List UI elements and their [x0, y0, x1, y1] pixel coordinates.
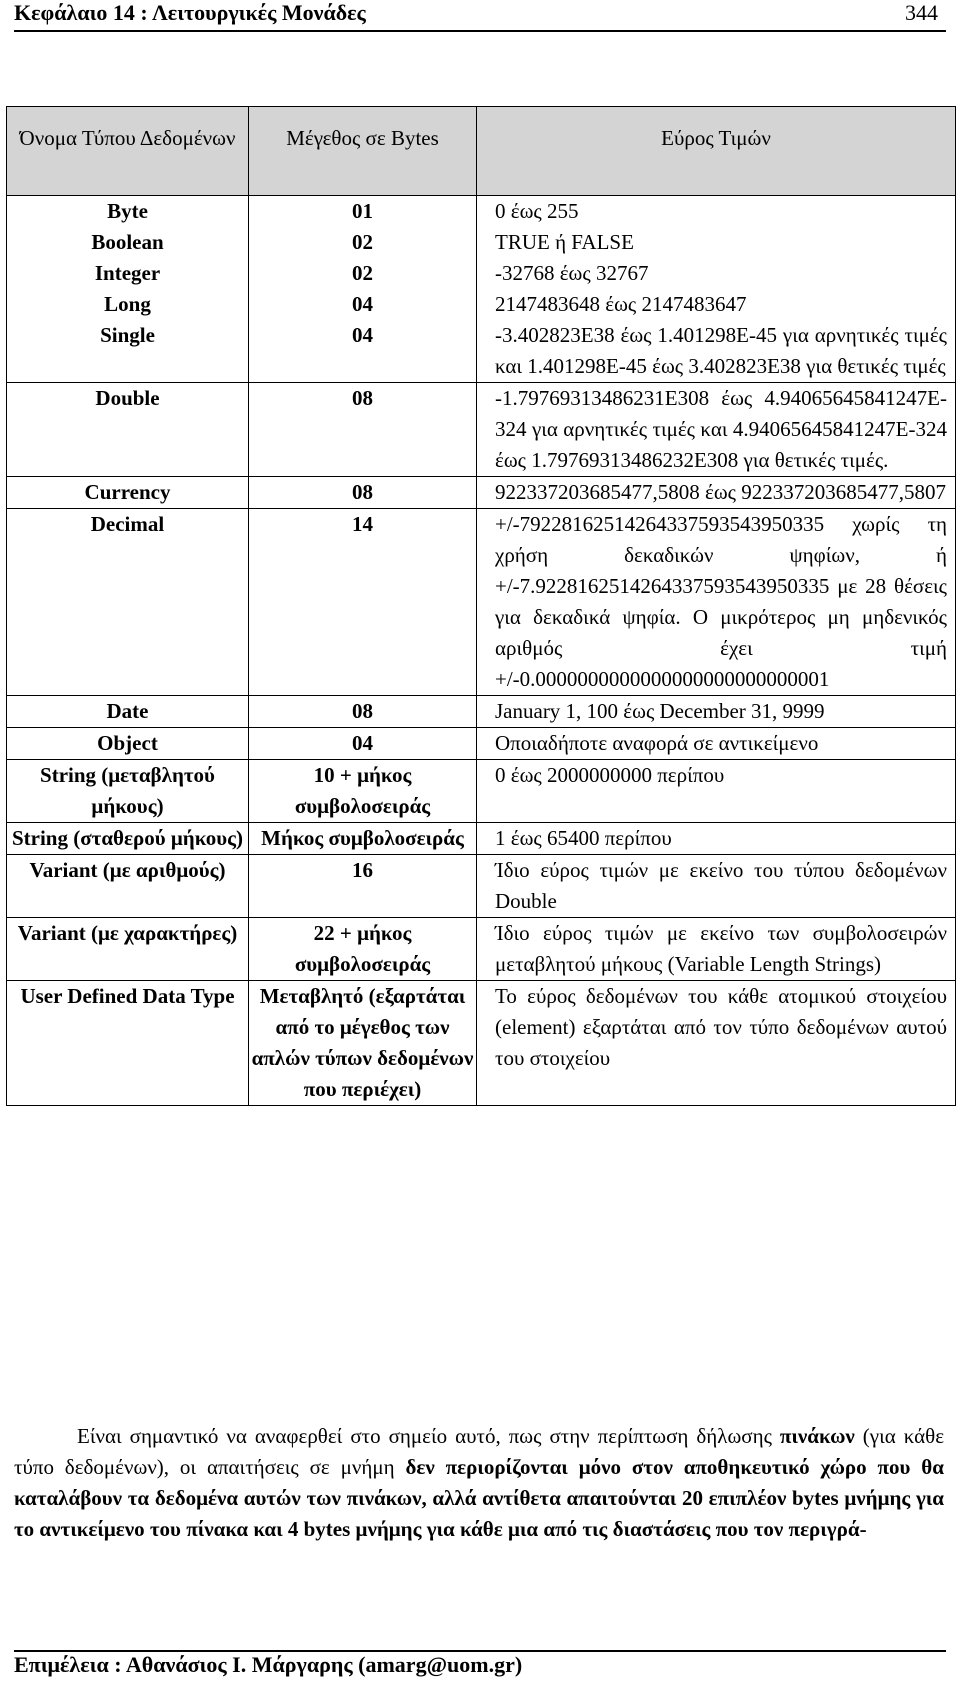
paragraph-bold: πινάκων	[779, 1424, 855, 1448]
table-row	[7, 918, 956, 981]
body-paragraph	[14, 1421, 944, 1545]
table-row	[7, 289, 956, 320]
type-size: 22 + μήκος συμβολοσειράς	[249, 918, 477, 981]
type-range: 2147483648 έως 2147483647	[477, 289, 956, 320]
type-range: January 1, 100 έως December 31, 9999	[477, 696, 956, 728]
table-row	[7, 477, 956, 509]
type-size: 04	[249, 320, 477, 383]
type-name: Double	[7, 383, 249, 477]
type-range: Οποιαδήποτε αναφορά σε αντικείμενο	[477, 728, 956, 760]
type-name: Date	[7, 696, 249, 728]
type-range: Το εύρος δεδομένων του κάθε ατομικού στοιχείου (element) εξαρτάται από τον τύπο δεδομένων αυτού του στοιχείου	[477, 981, 956, 1106]
type-name: Decimal	[7, 509, 249, 696]
type-range: 0 έως 2000000000 περίπου	[477, 760, 956, 823]
chapter-title: Κεφάλαιο 14 : Λειτουργικές Μονάδες	[14, 0, 366, 25]
table-row	[7, 320, 956, 383]
type-size: 10 + μήκος συμβολοσειράς	[249, 760, 477, 823]
type-size: 02	[249, 258, 477, 289]
table-row	[7, 196, 956, 228]
type-name: Variant (με αριθμούς)	[7, 855, 249, 918]
type-size: 08	[249, 383, 477, 477]
type-name: Object	[7, 728, 249, 760]
type-name: Single	[7, 320, 249, 383]
type-name: Long	[7, 289, 249, 320]
type-name: Byte	[7, 196, 249, 228]
data-types-table	[6, 106, 956, 1106]
spacer-cell	[249, 169, 477, 196]
spacer-cell	[7, 169, 249, 196]
type-size: 01	[249, 196, 477, 228]
type-name: String (μεταβλητού μήκους)	[7, 760, 249, 823]
paragraph-text: Είναι σημαντικό να αναφερθεί στο σημείο αυτό, πως στην περίπτωση δήλωσης	[77, 1424, 780, 1448]
footer-text: Επιμέλεια : Αθανάσιος Ι. Μάργαρης (amarg@uom.gr)	[14, 1652, 523, 1677]
paragraph-bold: δεν περιορίζονται μόνο στον αποθηκευτικό χώρο που θα καταλάβουν τα δεδομένα αυτών των πινάκων, αλλά αντίθετα απαιτούνται 20 επιπλέον bytes μνήμης για το αντικείμενο του πίνακα και 4 bytes μνήμης για κάθε μια από τις διαστάσεις που τον περιγρά-	[14, 1455, 944, 1541]
page-header	[14, 0, 946, 32]
table-row	[7, 823, 956, 855]
table-row	[7, 383, 956, 477]
table-row	[7, 696, 956, 728]
type-size: 08	[249, 696, 477, 728]
page-footer	[14, 1650, 946, 1678]
type-name: Variant (με χαρακτήρες)	[7, 918, 249, 981]
type-name: Boolean	[7, 227, 249, 258]
table-row	[7, 258, 956, 289]
type-range: 0 έως 255	[477, 196, 956, 228]
type-range: -1.79769313486231E308 έως 4.94065645841247E-324 για αρνητικές τιμές και 4.94065645841247E-324 έως 1.79769313486232E308 για θετικές τιμές.	[477, 383, 956, 477]
type-name: Currency	[7, 477, 249, 509]
header-type-name: Όνομα Τύπου Δεδομένων	[7, 107, 249, 170]
type-size: 14	[249, 509, 477, 696]
type-size: 16	[249, 855, 477, 918]
type-size: 08	[249, 477, 477, 509]
type-size: 04	[249, 728, 477, 760]
type-size: Μήκος συμβολοσειράς	[249, 823, 477, 855]
type-range: 1 έως 65400 περίπου	[477, 823, 956, 855]
type-range: TRUE ή FALSE	[477, 227, 956, 258]
table-row	[7, 760, 956, 823]
table-row	[7, 855, 956, 918]
header-range: Εύρος Τιμών	[477, 107, 956, 170]
table-row	[7, 981, 956, 1106]
type-size: 04	[249, 289, 477, 320]
table-row	[7, 227, 956, 258]
spacer-cell	[477, 169, 956, 196]
table-row	[7, 509, 956, 696]
type-size: Μεταβλητό (εξαρτάται από το μέγεθος των απλών τύπων δεδομένων που περιέχει)	[249, 981, 477, 1106]
type-range: 922337203685477,5808 έως 922337203685477,5807	[477, 477, 956, 509]
page-number: 344	[905, 0, 938, 25]
type-size: 02	[249, 227, 477, 258]
type-name: String (σταθερού μήκους)	[7, 823, 249, 855]
type-range: -3.402823E38 έως 1.401298E-45 για αρνητικές τιμές και 1.401298E-45 έως 3.402823E38 για θετικές τιμές	[477, 320, 956, 383]
type-name: Integer	[7, 258, 249, 289]
type-name: User Defined Data Type	[7, 981, 249, 1106]
type-range: -32768 έως 32767	[477, 258, 956, 289]
paragraph-text: (για κάθε τύπο δεδομένων), οι απαιτήσεις σε μνήμη	[14, 1424, 945, 1479]
type-range: Ίδιο εύρος τιμών με εκείνο του τύπου δεδομένων Double	[477, 855, 956, 918]
header-size: Μέγεθος σε Bytes	[249, 107, 477, 170]
type-range: Ίδιο εύρος τιμών με εκείνο των συμβολοσειρών μεταβλητού μήκους (Variable Length Strings)	[477, 918, 956, 981]
type-range: +/-79228162514264337593543950335 χωρίς τη χρήση δεκαδικών ψηφίων, ή +/-7.9228162514264337593543950335 με 28 θέσεις για δεκαδικά ψηφία. Ο μικρότερος μη μηδενικός αριθμός έχει τιμή +/-0.0000000000000000000000000001	[477, 509, 956, 696]
table-row	[7, 728, 956, 760]
